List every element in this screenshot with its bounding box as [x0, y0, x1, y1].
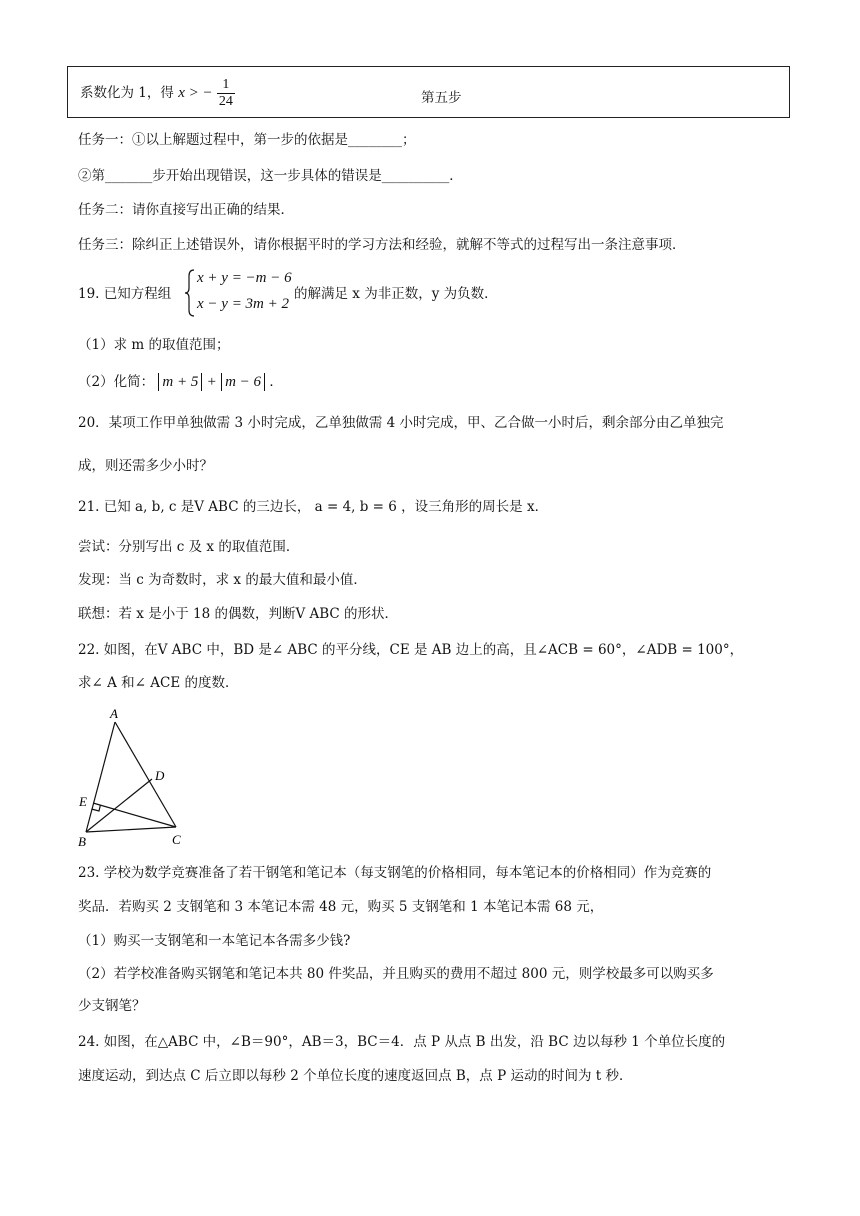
solution-step-box	[67, 66, 790, 118]
q20-line2: 成，则还需多少小时？	[78, 458, 213, 474]
side-ab	[86, 722, 115, 832]
q20-line1: 20．某项工作甲单独做需 3 小时完成，乙单独做需 4 小时完成，甲、乙合做一小时后，剩余部分由乙单独完	[78, 415, 724, 431]
system-eq2: x − y = 3m + 2	[197, 296, 290, 312]
step-inequality: x > −	[178, 85, 213, 101]
segment-bd	[86, 779, 152, 832]
side-bc	[86, 827, 176, 832]
q21-line1: 21. 已知 a, b, c 是V ABC 的三边长， a = 4, b = 6 ，设三角形的周长是 x．	[78, 499, 549, 515]
label-b: B	[78, 834, 86, 849]
task-one-a: 任务一：①以上解题过程中，第一步的依据是________；	[78, 132, 416, 148]
task-one-b: ②第_______步开始出现错误，这一步具体的错误是__________．	[78, 168, 463, 184]
q19-part2-end: ．	[269, 374, 283, 390]
label-c: C	[172, 832, 181, 847]
q19-prefix: 19. 已知方程组	[78, 286, 172, 302]
step-label: 第五步	[421, 90, 462, 106]
system-eq1: x + y = −m − 6	[197, 270, 292, 286]
task-three: 任务三：除纠正上述错误外，请你根据平时的学习方法和经验，就解不等式的过程写出一条注意事项．	[78, 237, 686, 253]
q23-part1: （1）购买一支钢笔和一本笔记本各需多少钱?	[78, 933, 351, 949]
q19-part2	[78, 372, 283, 392]
q21-try: 尝试：分别写出 c 及 x 的取值范围．	[78, 539, 300, 555]
q24-line1: 24. 如图，在△ABC 中，∠B＝90°，AB＝3，BC＝4．点 P 从点 B 出发，沿 BC 边以每秒 1 个单位长度的	[78, 1034, 726, 1050]
label-a: A	[110, 706, 118, 721]
task-two: 任务二：请你直接写出正确的结果．	[78, 202, 294, 218]
step-fraction	[217, 77, 235, 110]
q21-assoc: 联想：若 x 是小于 18 的偶数，判断V ABC 的形状．	[78, 606, 399, 622]
q19-part2-prefix: （2）化简：	[78, 374, 155, 390]
q21-find: 发现：当 c 为奇数时，求 x 的最大值和最小值．	[78, 572, 367, 588]
q23-line1: 23. 学校为数学竞赛准备了若干钢笔和笔记本（每支钢笔的价格相同，每本笔记本的价格相同）作为竞赛的	[78, 865, 712, 881]
q23-part2a: （2）若学校准备购买钢笔和笔记本共 80 件奖品，并且购买的费用不超过 800 元，则学校最多可以购买多	[78, 966, 714, 982]
q23-part2b: 少支钢笔？	[78, 998, 146, 1014]
fraction-numerator: 1	[217, 77, 235, 94]
q24-line2: 速度运动，到达点 C 后立即以每秒 2 个单位长度的速度返回点 B，点 P 运动的时间为 t 秒．	[78, 1068, 633, 1084]
abs-m-plus-5: m + 5	[158, 373, 202, 391]
label-e: E	[79, 794, 87, 809]
plus-sign: +	[206, 374, 217, 390]
abs-m-minus-6: m − 6	[221, 373, 265, 391]
label-d: D	[155, 768, 165, 783]
q22-line1: 22. 如图，在V ABC 中，BD 是∠ ABC 的平分线，CE 是 AB 边上的高，且∠ACB = 60°，∠ADB = 100°，	[78, 642, 744, 658]
q19-suffix: 的解满足 x 为非正数，y 为负数．	[294, 286, 498, 302]
q23-line2: 奖品．若购买 2 支钢笔和 3 本笔记本需 48 元，购买 5 支钢笔和 1 本笔记本需 68 元，	[78, 899, 604, 915]
system-brace	[184, 268, 196, 318]
fraction-denominator: 24	[218, 94, 233, 109]
q19-part1: （1）求 m 的取值范围；	[78, 337, 230, 353]
step-text: 系数化为 1，得	[80, 85, 174, 101]
q22-line2: 求∠ A 和∠ ACE 的度数．	[78, 675, 239, 691]
side-ac	[115, 722, 176, 827]
triangle-figure	[70, 700, 200, 850]
